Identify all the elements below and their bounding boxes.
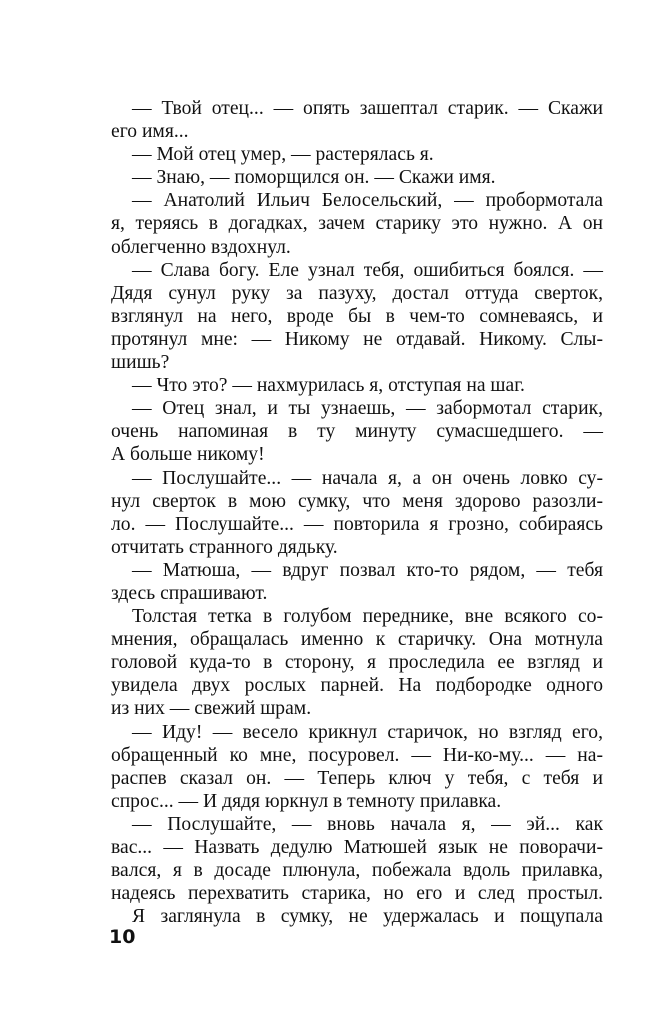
text-line: протянул мне: — Никому не отдавай. Никому. Слы- xyxy=(111,328,603,350)
text-line: — Матюша, — вдруг позвал кто-то рядом, — тебя xyxy=(132,559,603,581)
text-line: — Анатолий Ильич Белосельский, — пробормотала xyxy=(132,190,603,212)
text-line: здесь спрашивают. xyxy=(111,582,268,604)
text-line: взглянул на него, вроде бы в чем-то сомневаясь, и xyxy=(111,305,603,327)
text-line: — Знаю, — поморщился он. — Скажи имя. xyxy=(132,167,496,189)
body-text xyxy=(111,97,603,928)
text-line: мнения, обращалась именно к старичку. Она мотнула xyxy=(111,629,603,651)
text-line: — Что это? — нахмурилась я, отступая на шаг. xyxy=(132,375,525,397)
text-line: — Иду! — весело крикнул старичок, но взгляд его, xyxy=(132,721,603,743)
text-line: ло. — Послушайте... — повторила я грозно, собираясь xyxy=(111,513,603,535)
text-line: нул сверток в мою сумку, что меня здорово разозли- xyxy=(111,490,603,512)
text-line: — Послушайте, — вновь начала я, — эй... как xyxy=(132,813,603,835)
text-line: головой куда-то в сторону, я проследила ее взгляд и xyxy=(111,652,603,674)
text-line: — Слава богу. Еле узнал тебя, ошибиться боялся. — xyxy=(132,259,603,281)
text-line: надеясь перехватить старика, но его и след простыл. xyxy=(111,883,603,905)
text-line: Я заглянула в сумку, не удержалась и пощупала xyxy=(132,906,603,928)
text-line: обращенный ко мне, посуровел. — Ни-ко-му... — на- xyxy=(111,744,603,766)
text-line: А больше никому! xyxy=(111,444,265,466)
text-line: — Твой отец... — опять зашептал старик. — Скажи xyxy=(132,98,603,119)
text-line: из них — свежий шрам. xyxy=(111,698,312,720)
text-line: — Отец знал, и ты узнаешь, — забормотал старик, xyxy=(132,398,603,420)
page-number: 10 xyxy=(109,926,136,948)
text-line: увидела двух рослых парней. На подбородке одного xyxy=(111,675,603,697)
text-line: вался, я в досаде плюнула, побежала вдоль прилавка, xyxy=(111,860,603,882)
text-line: облегченно вздохнул. xyxy=(111,236,291,258)
text-line: его имя... xyxy=(111,121,189,143)
text-line: — Послушайте... — начала я, а он очень ловко су- xyxy=(132,467,603,489)
text-line: Дядя сунул руку за пазуху, достал оттуда сверток, xyxy=(111,282,603,304)
text-line: Толстая тетка в голубом переднике, вне всякого со- xyxy=(132,606,603,628)
text-line: — Мой отец умер, — растерялась я. xyxy=(132,144,434,166)
text-line: вас... — Назвать дедулю Матюшей язык не поворачи- xyxy=(111,837,603,858)
text-line: очень напоминая в ту минуту сумасшедшего. — xyxy=(111,421,603,443)
text-line: спрос... — И дядя юркнул в темноту прилавка. xyxy=(111,790,502,812)
text-line: я, теряясь в догадках, зачем старику это нужно. А он xyxy=(111,213,603,235)
text-line: распев сказал он. — Теперь ключ у тебя, с тебя и xyxy=(111,767,603,789)
text-line: шишь? xyxy=(111,352,170,374)
text-line: отчитать странного дядьку. xyxy=(111,536,338,558)
